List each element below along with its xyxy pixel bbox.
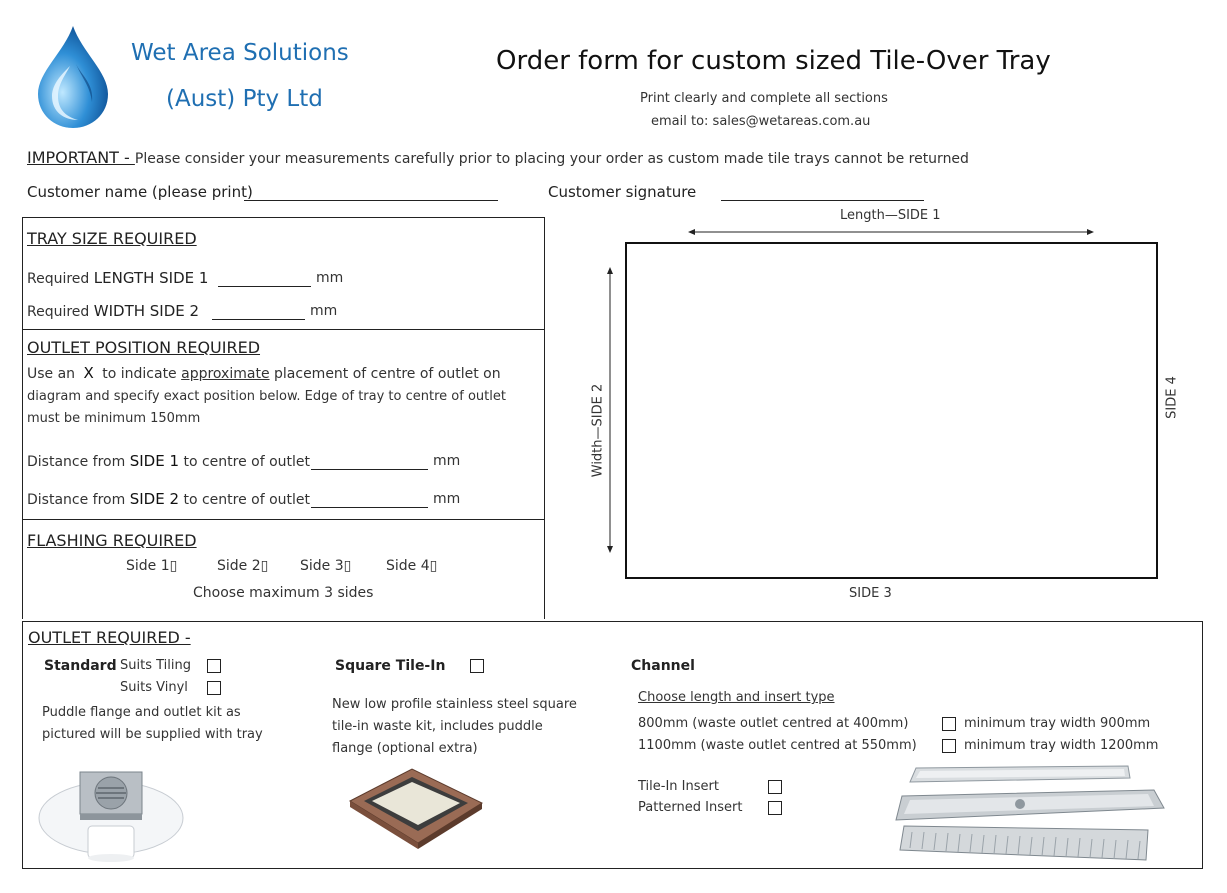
standard-desc-1: Puddle flange and outlet kit as	[42, 705, 241, 720]
length-input[interactable]	[218, 271, 311, 287]
length-side1-label: Length—SIDE 1	[840, 208, 941, 223]
flashing-side2-checkbox[interactable]: ▯	[260, 558, 269, 574]
length-row: Required LENGTH SIDE 1	[27, 269, 209, 287]
side1-distance-unit: mm	[433, 453, 461, 469]
brand-name-line1: Wet Area Solutions	[131, 40, 349, 66]
flashing-note: Choose maximum 3 sides	[193, 585, 374, 601]
side2-distance-unit: mm	[433, 491, 461, 507]
length-unit: mm	[316, 270, 344, 286]
water-drop-icon	[34, 24, 112, 130]
customer-signature-label: Customer signature	[548, 183, 697, 201]
customer-name-label: Customer name (please print)	[27, 183, 253, 201]
important-notice	[27, 148, 969, 167]
standard-desc-2: pictured will be supplied with tray	[42, 727, 263, 742]
flashing-side2[interactable]: Side 2▯	[217, 558, 269, 574]
side1-distance-input[interactable]	[311, 454, 428, 470]
page-title: Order form for custom sized Tile-Over Tray	[496, 46, 1051, 76]
width-row: Required WIDTH SIDE 2	[27, 302, 200, 320]
tile-insert-label: Tile-In Insert	[638, 779, 719, 794]
puddle-flange-image	[36, 768, 190, 862]
suits-vinyl-checkbox[interactable]	[207, 681, 221, 695]
flashing-side3-checkbox[interactable]: ▯	[343, 558, 352, 574]
important-label: IMPORTANT -	[27, 148, 135, 167]
width-input[interactable]	[212, 304, 305, 320]
suits-vinyl-label: Suits Vinyl	[120, 680, 188, 695]
width-side2-label: Width—SIDE 2	[590, 383, 606, 478]
outlet-position-instructions-2: diagram and specify exact position below. Edge of tray to centre of outlet	[27, 389, 506, 404]
side2-distance-input[interactable]	[311, 492, 428, 508]
outlet-position-instructions-1: Use an X to indicate approximate placement of centre of outlet on	[27, 364, 501, 382]
suits-tiling-checkbox[interactable]	[207, 659, 221, 673]
channel-1100-min: minimum tray width 1200mm	[964, 738, 1159, 753]
square-tilein-image	[346, 763, 486, 849]
flashing-side4-checkbox[interactable]: ▯	[429, 558, 438, 574]
width-unit: mm	[310, 303, 338, 319]
width-arrow	[604, 266, 616, 554]
outlet-required-heading: OUTLET REQUIRED -	[28, 628, 191, 647]
channel-800-checkbox[interactable]	[942, 717, 956, 731]
patterned-insert-checkbox[interactable]	[768, 801, 782, 815]
channel-1100-checkbox[interactable]	[942, 739, 956, 753]
outlet-position-instructions-3: must be minimum 150mm	[27, 411, 201, 426]
square-desc-3: flange (optional extra)	[332, 741, 478, 756]
flashing-heading: FLASHING REQUIRED	[27, 531, 197, 550]
channel-1100-label: 1100mm (waste outlet centred at 550mm)	[638, 738, 917, 753]
brand-logo	[34, 24, 112, 130]
flashing-side1-checkbox[interactable]: ▯	[169, 558, 178, 574]
side2-distance-row: Distance from SIDE 2 to centre of outlet	[27, 490, 311, 508]
customer-name-field[interactable]	[244, 185, 498, 201]
square-desc-1: New low profile stainless steel square	[332, 697, 577, 712]
instruction-text: Print clearly and complete all sections	[640, 91, 888, 106]
patterned-insert-label: Patterned Insert	[638, 800, 743, 815]
email-text: email to: sales@wetareas.com.au	[651, 114, 871, 129]
tray-diagram[interactable]	[625, 242, 1158, 579]
flashing-side4[interactable]: Side 4▯	[386, 558, 438, 574]
flashing-side3[interactable]: Side 3▯	[300, 558, 352, 574]
square-desc-2: tile-in waste kit, includes puddle	[332, 719, 543, 734]
tile-insert-checkbox[interactable]	[768, 780, 782, 794]
tray-size-heading: TRAY SIZE REQUIRED	[27, 229, 197, 248]
square-tilein-checkbox[interactable]	[470, 659, 484, 673]
channel-choose: Choose length and insert type	[638, 690, 835, 705]
width-label: WIDTH SIDE 2	[93, 302, 200, 320]
length-arrow	[686, 226, 1096, 238]
customer-signature-field[interactable]	[721, 185, 924, 201]
important-text: Please consider your measurements carefully prior to placing your order as custom made tile trays cannot be returned	[134, 151, 969, 167]
side3-label: SIDE 3	[849, 586, 892, 601]
square-tilein-title: Square Tile-In	[335, 658, 446, 674]
channel-title: Channel	[631, 658, 695, 674]
side1-distance-row: Distance from SIDE 1 to centre of outlet	[27, 452, 311, 470]
outlet-position-heading: OUTLET POSITION REQUIRED	[27, 338, 261, 357]
suits-tiling-label: Suits Tiling	[120, 658, 191, 673]
length-label: LENGTH SIDE 1	[93, 269, 209, 287]
side4-label: SIDE 4	[1164, 376, 1180, 419]
flashing-side1[interactable]: Side 1▯	[126, 558, 178, 574]
standard-title: Standard	[44, 658, 117, 674]
channel-800-min: minimum tray width 900mm	[964, 716, 1151, 731]
channel-800-label: 800mm (waste outlet centred at 400mm)	[638, 716, 909, 731]
brand-name-line2: (Aust) Pty Ltd	[166, 86, 323, 112]
channel-drain-image	[892, 764, 1170, 866]
